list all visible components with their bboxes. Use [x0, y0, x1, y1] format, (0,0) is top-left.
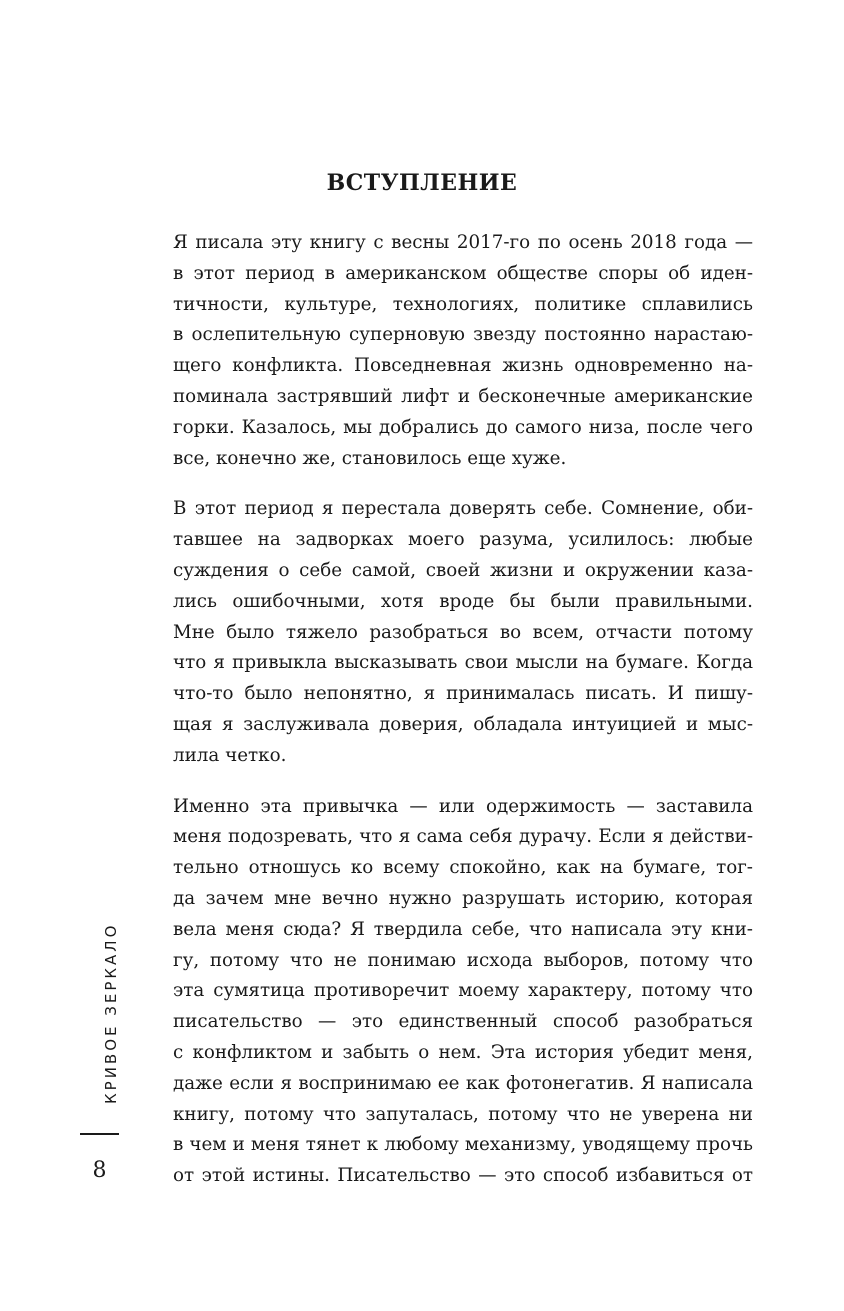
text-line: тельно отношусь ко всему спокойно, как на бумаге, тог- [173, 857, 753, 879]
text-line: суждения о себе самой, своей жизни и окружении каза- [173, 559, 753, 581]
text-line: лись ошибочными, хотя вроде бы были правильными. [173, 590, 753, 612]
text-line: книгу, потому что запуталась, потому что не уверена ни [173, 1103, 753, 1125]
paragraph-3 [173, 792, 753, 1192]
text-line: эта сумятица противоречит моему характеру, потому что [173, 980, 753, 1002]
text-line: тичности, культуре, технологиях, политике сплавились [173, 293, 753, 315]
text-line: Мне было тяжело разобраться во всем, отчасти потому [173, 621, 753, 643]
text-line: в ослепительную суперновую звезду постоянно нарастаю- [173, 324, 753, 346]
text-line: что-то было непонятно, я принималась писать. И пишу- [173, 683, 753, 705]
text-line: горки. Казалось, мы добрались до самого низа, после чего [173, 416, 753, 438]
text-line: тавшее на задворках моего разума, усилилось: любые [173, 529, 753, 551]
chapter-title: ВСТУПЛЕНИЕ [326, 170, 518, 196]
paragraph-1 [173, 228, 753, 474]
text-line: меня подозревать, что я сама себя дурачу. Если я действи- [173, 826, 753, 848]
text-line: Я писала эту книгу с весны 2017-го по осень 2018 года — [173, 232, 753, 253]
text-line: с конфликтом и забыть о нем. Эта история убедит меня, [173, 1041, 753, 1063]
text-line: в этот период в американском обществе споры об иден- [173, 262, 753, 284]
text-line: в чем и меня тянет к любому механизму, уводящему прочь [173, 1134, 753, 1156]
text-line: даже если я воспринимаю ее как фотонегатив. Я написала [173, 1072, 753, 1094]
running-title: КРИВОЕ ЗЕРКАЛО [102, 922, 120, 1104]
text-line: гу, потому что не понимаю исхода выборов, потому что [173, 949, 753, 971]
paragraph-2 [173, 494, 753, 771]
margin-rule [80, 1133, 119, 1135]
text-line: вела меня сюда? Я твердила себе, что написала эту кни- [173, 918, 753, 940]
text-line: да зачем мне вечно нужно разрушать историю, которая [173, 887, 753, 909]
text-line: писательство — это единственный способ разобраться [173, 1011, 753, 1033]
text-line: щего конфликта. Повседневная жизнь одновременно на- [173, 355, 753, 377]
text-line: все, конечно же, становилось еще хуже. [173, 447, 567, 469]
page-number: 8 [92, 1158, 107, 1183]
text-line: Именно эта привычка — или одержимость — заставила [173, 795, 753, 817]
text-line: В этот период я перестала доверять себе. Сомнение, оби- [173, 498, 753, 520]
text-line: от этой истины. Писательство — это способ избавиться от [173, 1165, 753, 1187]
text-line: поминала застрявший лифт и бесконечные американские [173, 385, 753, 407]
text-line: лила четко. [173, 744, 287, 766]
body-text [173, 228, 753, 1212]
text-line: что я привыкла высказывать свои мысли на бумаге. Когда [173, 652, 753, 674]
text-line: щая я заслуживала доверия, обладала интуицией и мыс- [173, 713, 753, 735]
